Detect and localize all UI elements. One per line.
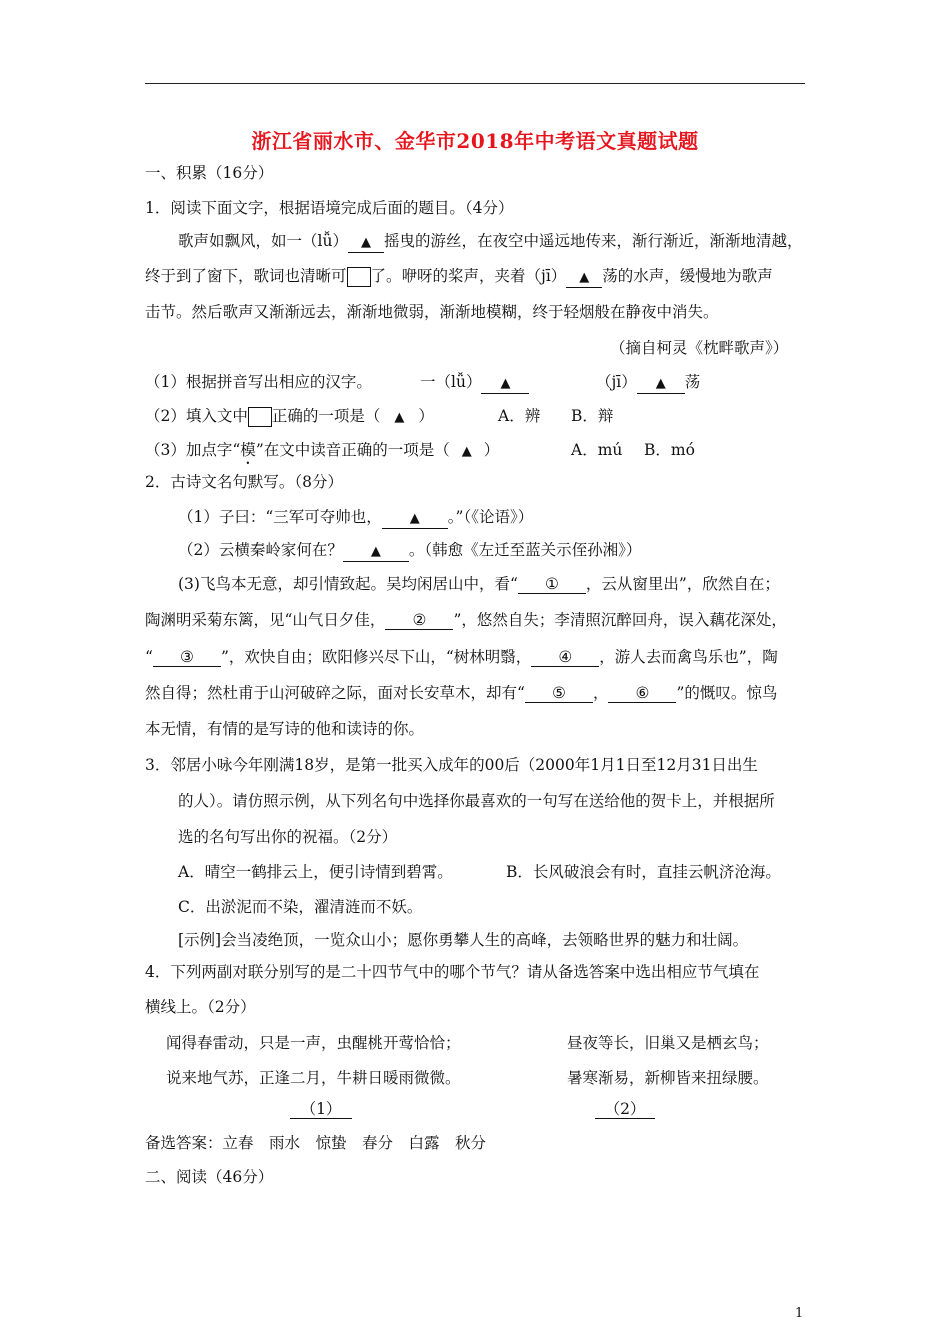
q3-option-b[interactable]: B．长风破浪会有时，直挂云帆济沧海。 [506, 863, 781, 881]
q2-line-1: （1）子曰：“三军可夺帅也， ▲ 。”（《论语》） [178, 507, 533, 529]
answer-blank[interactable]: ▲ [348, 232, 384, 253]
answer-blank[interactable]: ① [518, 575, 586, 594]
q2-line-7: 本无情，有情的是写诗的他和读诗的你。 [145, 720, 425, 738]
answer-blank[interactable]: ④ [531, 648, 599, 667]
q4-blank-1[interactable]: （1） [290, 1099, 352, 1119]
q3-stem-line: 的人）。请仿照示例，从下列名句中选择你最喜欢的一句写在送给他的贺卡上，并根据所 [178, 792, 775, 810]
q2-line-3: (3)飞鸟本无意，却引情致起。吴均闲居山中，看“ ① ，云从窗里出”，欣然自在； [178, 575, 780, 593]
couplet-1-line-2: 说来地气苏，正逢二月，牛耕日暖雨微微。 [166, 1069, 461, 1087]
q4-blank-2[interactable]: （2） [595, 1099, 655, 1119]
answer-blank[interactable]: ② [385, 611, 453, 630]
q1-source: （摘自柯灵《枕畔歌声》） [610, 339, 789, 357]
q1-sub1-blank1: 一（lǚ） ▲ [420, 372, 529, 394]
q3-stem-line: 3．邻居小咏今年刚满18岁，是第一批买入成年的00后（2000年1月1日至12月31日出生 [145, 756, 758, 774]
q3-example: [示例]会当凌绝顶，一览众山小；愿你勇攀人生的高峰，去领略世界的魅力和壮阔。 [178, 931, 749, 949]
section-heading: 一、积累（16分） [145, 164, 274, 182]
answer-blank[interactable]: ③ [153, 648, 221, 667]
q3-option-c[interactable]: C．出淤泥而不染，濯清涟而不妖。 [178, 898, 423, 916]
q1-passage-line: 终于到了窗下，歌词也清晰可 了。咿呀的桨声，夹着（jī） ▲ 荡的水声，缓慢地为歌声 [145, 266, 773, 288]
couplet-2-line-1: 昼夜等长，旧巢又是栖玄鸟； [567, 1034, 769, 1052]
q1-passage-line: 歌声如飘风，如一（lǚ） ▲ 摇曳的游丝，在夜空中遥远地传来，渐行渐近，渐渐地清越， [178, 231, 802, 253]
q4-options: 备选答案：立春 雨水 惊蛰 春分 白露 秋分 [145, 1134, 487, 1152]
q3-option-a[interactable]: A．晴空一鹤排云上，便引诗情到碧霄。 [178, 863, 453, 881]
q4-stem-line: 4．下列两副对联分别写的是二十四节气中的哪个节气？请从备选答案中选出相应节气填在 [145, 963, 760, 981]
answer-blank[interactable]: ▲ [637, 373, 685, 394]
q1-sub1: （1）根据拼音写出相应的汉字。 [145, 373, 372, 391]
q1-sub2: （2）填入文中 正确的一项是（ ▲ ） [145, 407, 434, 425]
answer-blank[interactable]: ▲ [382, 508, 448, 529]
q2-line-6: 然自得；然杜甫于山河破碎之际，面对长安草木，却有“ ⑤ ， ⑥ ”的慨叹。惊鸟 [145, 684, 778, 702]
header-rule [145, 83, 805, 84]
couplet-1-line-1: 闻得春雷动，只是一声，虫醒桃开莺恰恰； [166, 1034, 461, 1052]
fill-box[interactable] [347, 267, 371, 287]
q1-stem: 1．阅读下面文字，根据语境完成后面的题目。（4分） [145, 199, 514, 217]
q1-sub3: （3）加点字“模”在文中读音正确的一项是（ ▲ ） [145, 441, 500, 459]
answer-blank[interactable]: ▲ [481, 373, 529, 394]
q3-stem-line: 选的名句写出你的祝福。（2分） [178, 828, 398, 846]
q1-sub2-option-a[interactable]: A．辨 [498, 407, 541, 425]
couplet-2-line-2: 暑寒渐易，新柳皆来扭绿腰。 [567, 1069, 769, 1087]
section-heading: 二、阅读（46分） [145, 1168, 274, 1186]
q1-sub3-option-a[interactable]: A．mú [571, 441, 623, 459]
answer-blank[interactable]: ⑤ [525, 684, 593, 703]
q4-stem-line: 横线上。（2分） [145, 998, 256, 1016]
page-title: 浙江省丽水市、金华市2018年中考语文真题试题 [251, 129, 699, 153]
page-number: 1 [795, 1306, 804, 1321]
q2-line-2: （2）云横秦岭家何在？ ▲ 。（韩愈《左迁至蓝关示侄孙湘》） [178, 540, 641, 562]
q2-stem: 2．古诗文名句默写。（8分） [145, 473, 343, 491]
q2-line-4: 陶渊明采菊东篱，见“山气日夕佳， ② ”，悠然自失；李清照沉醉回舟，误入藕花深处， [145, 611, 787, 629]
answer-blank[interactable]: ▲ [566, 267, 602, 288]
q2-line-5: “ ③ ”，欢快自由；欧阳修兴尽下山，“树林明翳， ④ ，游人去而禽鸟乐也”，陶 [145, 648, 778, 666]
q1-sub1-blank2: （jī） ▲ 荡 [596, 372, 700, 394]
answer-blank[interactable]: ▲ [343, 541, 409, 562]
q1-sub3-option-b[interactable]: B．mó [644, 441, 695, 459]
q1-sub2-option-b[interactable]: B．辩 [571, 407, 614, 425]
answer-blank[interactable]: ⑥ [608, 684, 676, 703]
q1-passage-line: 击节。然后歌声又渐渐远去，渐渐地微弱，渐渐地模糊，终于轻烟般在静夜中消失。 [145, 303, 719, 321]
fill-box [248, 407, 272, 427]
